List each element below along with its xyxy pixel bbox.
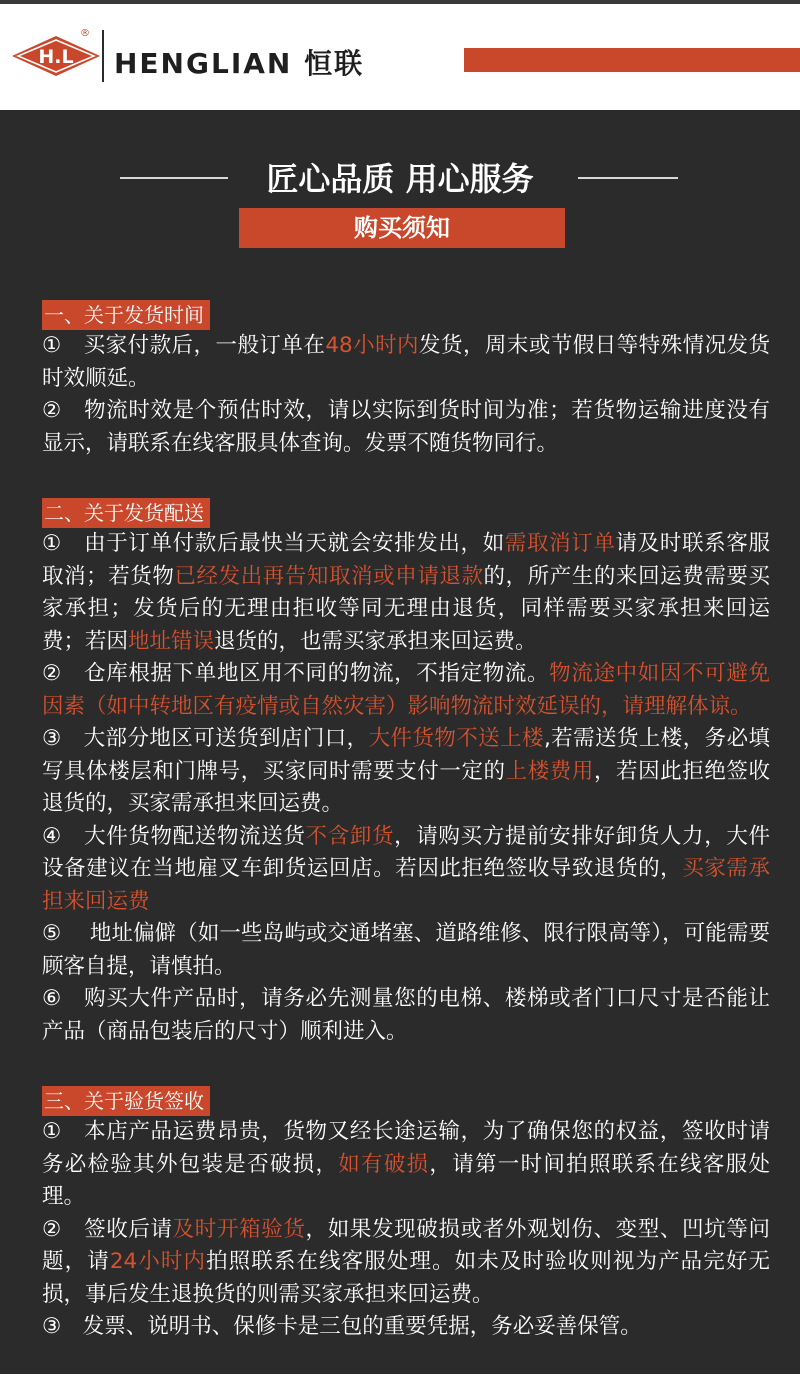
section-title: 二、关于发货配送 [42,498,210,528]
item-text: ② 仓库根据下单地区用不同的物流，不指定物流。 [42,661,550,686]
item-text: ④ 大件货物配送物流送货 [42,823,306,849]
notice-item [42,723,770,821]
item-text: ② 签收后请 [42,1216,173,1242]
slogan-line-right [578,177,678,179]
brand-name-cn: 恒联 [304,47,365,80]
item-text: ③ 大部分地区可送货到店门口， [42,726,369,751]
notice-item [42,528,770,658]
highlight-text: 如有破损 [338,1151,430,1177]
notice-item [42,330,770,395]
notice-section [42,300,770,460]
notice-title: 购买须知 [239,208,565,248]
notice-content [42,300,770,1344]
slogan-row [0,150,800,200]
notice-item [42,1214,770,1312]
notice-item [42,658,770,723]
item-text: 退货的，也需买家承担来回运费。 [214,628,537,654]
notice-item [42,395,770,460]
brand-name-en: HENGLIAN [114,47,293,80]
highlight-text: 24小时内 [109,1249,207,1274]
item-text: ⑥ 购买大件产品时，请务必先测量您的电梯、楼梯或者门口尺寸是否能让产品（商品包装后的尺寸）顺利进入。 [42,986,770,1044]
item-text: ，请购买方提前安排好卸货人力，大件设备建议在当地雇叉车卸货运回店。若因此拒绝签收导致退货的， [42,823,770,881]
header-top-line [0,0,800,4]
highlight-text: 48小时内 [325,333,420,358]
highlight-text: 已经发出再告知取消或申请退款 [174,563,484,589]
section-gap [42,1048,770,1086]
section-title: 一、关于发货时间 [42,300,210,330]
highlight-text: 地址错误 [128,628,215,654]
highlight-text: 需取消订单 [504,531,616,556]
notice-item [42,983,770,1048]
henglian-logo-icon [12,32,100,80]
item-text: ，若因此拒绝签收退货的，买家需承担来回运费。 [42,758,770,816]
notice-item [42,1116,770,1214]
item-text: 发货，周末或节假日等特殊情况发货时效顺延。 [42,333,770,391]
item-text: 拍照联系在线客服处理。如未及时验收则视为产品完好无损，事后发生退换货的则需买家承担来回运费。 [42,1249,770,1307]
notice-item [42,918,770,983]
section-title: 三、关于验货签收 [42,1086,210,1116]
notice-item [42,821,770,919]
item-text: ① 本店产品运费昂贵，货物又经长途运输，为了确保您的权益，签收时请务必检验其外包装是否破损， [42,1119,770,1177]
logo-text: H.L [38,46,74,68]
brand-name [114,42,364,82]
highlight-text: 上楼费用 [505,758,594,784]
slogan: 匠心品质 用心服务 [266,160,534,198]
item-text: ② 物流时效是个预估时效，请以实际到货时间为准；若货物运输进度没有显示，请联系在线客服具体查询。发票不随货物同行。 [42,398,770,456]
highlight-text: 大件货物不送上楼 [368,726,544,751]
notice-item [42,1311,770,1344]
item-text: ，请第一时间拍照联系在线客服处理。 [42,1151,770,1209]
highlight-text: 买家需承担来回运费 [42,856,770,914]
item-text: ① 买家付款后，一般订单在 [42,333,326,358]
registered-mark: ® [80,28,90,39]
item-text: ③ 发票、说明书、保修卡是三包的重要凭据，务必妥善保管。 [42,1314,642,1339]
item-text: 请及时联系客服取消；若货物 [42,531,770,589]
section-gap [42,460,770,498]
highlight-text: 及时开箱验货 [172,1216,306,1242]
item-text: 的，所产生的来回运费需要买家承担；发货后的无理由拒收等同无理由退货，同样需要买家承担来回运费；若因 [42,563,770,654]
notice-section [42,1086,770,1344]
item-text: ⑤ 地址偏僻（如一些岛屿或交通堵塞、道路维修、限行限高等），可能需要顾客自提，请慎拍。 [42,921,770,979]
item-text: ,若需送货上楼，务必填写具体楼层和门牌号，买家同时需要支付一定的 [42,726,770,784]
item-text: ① 由于订单付款后最快当天就会安排发出，如 [42,531,505,556]
highlight-text: 不含卸货 [305,823,395,849]
header-accent-bar [464,48,800,72]
brand-header [0,0,800,110]
item-text: ，如果发现破损或者外观划伤、变型、凹坑等问题，请 [42,1216,770,1274]
highlight-text: 物流途中如因不可避免因素（如中转地区有疫情或自然灾害）影响物流时效延误的，请理解体谅。 [42,661,770,719]
logo-divider [102,30,104,82]
notice-section [42,498,770,1048]
